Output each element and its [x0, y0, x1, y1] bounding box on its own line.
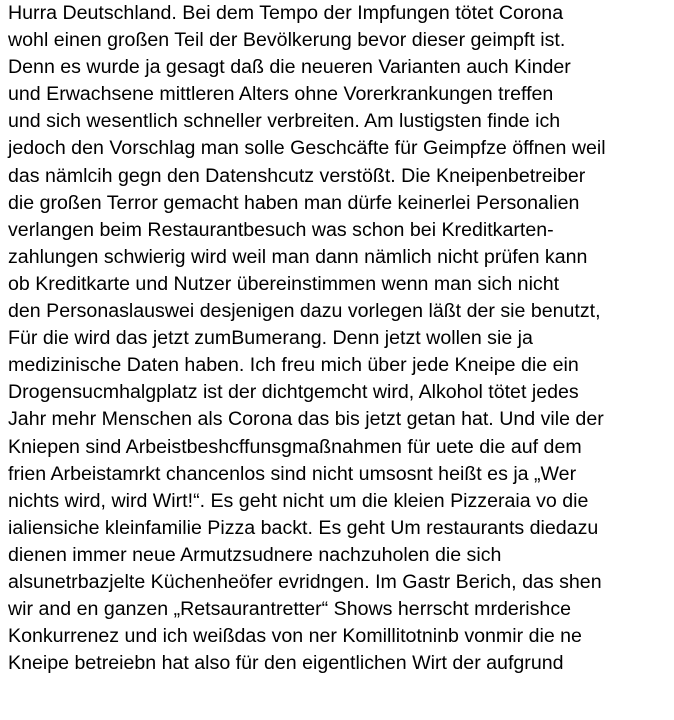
body-text	[8, 0, 674, 677]
text-line: wir and en ganzen „Retsaurantretter“ Shows herrscht mrderishce	[8, 598, 572, 621]
text-line: Denn es wurde ja gesagt daß die neueren Varianten auch Kinder	[8, 56, 571, 79]
text-line: Hurra Deutschland. Bei dem Tempo der Impfungen tötet Corona	[8, 2, 564, 24]
text-line: und Erwachsene mittleren Alters ohne Vorerkrankungen treffen	[8, 83, 554, 106]
text-line: medizinische Daten haben. Ich freu mich über jede Kneipe die ein	[8, 354, 579, 377]
text-line: frien Arbeistamrkt chancenlos sind nicht umsosnt heißt es ja „Wer	[8, 462, 577, 485]
text-line: jedoch den Vorschlag man solle Geschcäfte für Geimpfze öffnen weil	[8, 137, 606, 160]
text-line: den Personaslauswei desjenigen dazu vorlegen läßt der sie benutzt,	[8, 300, 601, 323]
text-line: dienen immer neue Armutzsudnere nachzuholen die sich	[8, 543, 502, 566]
text-line: verlangen beim Restaurantbesuch was schon bei Kreditkarten-	[8, 218, 554, 241]
text-line: wohl einen großen Teil der Bevölkerung bevor dieser geimpft ist.	[8, 29, 566, 52]
text-line: Jahr mehr Menschen als Corona das bis jetzt getan hat. Und vile der	[8, 408, 604, 431]
text-line: Kniepen sind Arbeistbeshcffunsgmaßnahmen für uete die auf dem	[8, 435, 582, 458]
text-line: Kneipe betreiebn hat also für den eigentlichen Wirt der aufgrund	[8, 652, 564, 675]
text-line: ialiensiche kleinfamilie Pizza backt. Es geht Um restaurants diedazu	[8, 516, 599, 539]
text-line: und sich wesentlich schneller verbreiten. Am lustigsten finde ich	[8, 110, 561, 133]
text-line: zahlungen schwierig wird weil man dann nämlich nicht prüfen kann	[8, 245, 588, 268]
text-line: alsunetrbazjelte Küchenheöfer evridngen. Im Gastr Berich, das shen	[8, 570, 602, 593]
text-line: nichts wird, wird Wirt!“. Es geht nicht um die kleien Pizzeraia vo die	[8, 489, 589, 512]
text-line: die großen Terror gemacht haben man dürfe keinerlei Personalien	[8, 191, 580, 214]
text-line: ob Kreditkarte und Nutzer übereinstimmen wenn man sich nicht	[8, 272, 560, 295]
text-line: das nämlcih gegn den Datenshcutz verstößt. Die Kneipenbetreiber	[8, 164, 586, 187]
text-line: Konkurrenez und ich weißdas von ner Komillitotninb vonmir die ne	[8, 625, 582, 648]
text-line: Für die wird das jetzt zumBumerang. Denn jetzt wollen sie ja	[8, 327, 533, 350]
text-line: Drogensucmhalgplatz ist der dichtgemcht wird, Alkohol tötet jedes	[8, 381, 579, 404]
